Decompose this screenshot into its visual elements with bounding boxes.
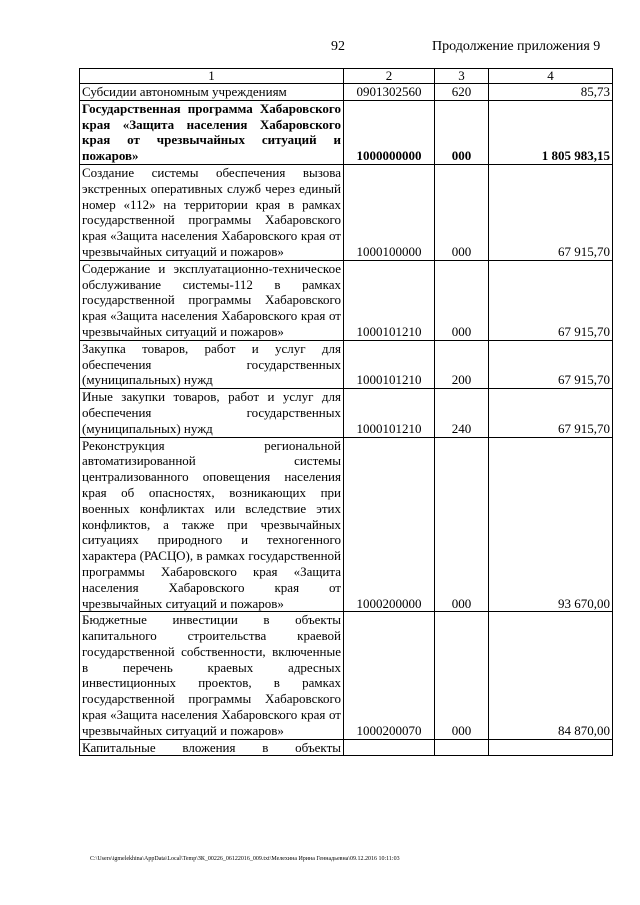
table-row [80, 739, 613, 756]
page-number: 92 [331, 39, 345, 54]
row-amount: 84 870,00 [489, 612, 613, 739]
row-target-code: 1000101210 [344, 389, 435, 437]
footer-file-path: C:\Users\igmelekhina\AppData\Local\Temp\ЗК_00226_06122016_009.txt\Мелехина Ирина Геннадьевна\09.12.2016 10:11:03 [90, 856, 400, 862]
row-expense-type: 000 [435, 260, 489, 340]
row-name: Создание системы обеспечения вызова экстренных оперативных служб через единый номер «112» на территории края в рамках государственной программы Хабаровского края «Защита населения Хабаровского края от чрезвычайных ситуаций и пожаров» [80, 164, 344, 260]
row-name: Государственная программа Хабаровского края «Защита населения Хабаровского края от чрезвычайных ситуаций и пожаров» [80, 100, 344, 164]
row-amount [489, 739, 613, 756]
table-row [80, 164, 613, 260]
row-expense-type: 000 [435, 437, 489, 612]
column-number-4: 4 [489, 69, 613, 84]
row-amount: 67 915,70 [489, 389, 613, 437]
row-name: Иные закупки товаров, работ и услуг для обеспечения государственных (муниципальных) нужд [80, 389, 344, 437]
row-name: Субсидии автономным учреждениям [80, 84, 344, 101]
row-amount: 93 670,00 [489, 437, 613, 612]
row-target-code: 1000101210 [344, 340, 435, 388]
table-row [80, 84, 613, 101]
row-amount: 1 805 983,15 [489, 100, 613, 164]
row-expense-type [435, 739, 489, 756]
appendix-continuation-title: Продолжение приложения 9 [432, 39, 601, 54]
row-expense-type: 240 [435, 389, 489, 437]
column-number-2: 2 [344, 69, 435, 84]
table-row [80, 612, 613, 739]
row-amount: 85,73 [489, 84, 613, 101]
row-target-code: 1000200000 [344, 437, 435, 612]
table-row [80, 260, 613, 340]
row-target-code [344, 739, 435, 756]
budget-table [79, 68, 613, 756]
table-row [80, 340, 613, 388]
row-expense-type: 000 [435, 100, 489, 164]
row-amount: 67 915,70 [489, 340, 613, 388]
row-expense-type: 000 [435, 164, 489, 260]
row-name: Закупка товаров, работ и услуг для обеспечения государственных (муниципальных) нужд [80, 340, 344, 388]
table-row [80, 389, 613, 437]
row-name: Реконструкция региональной автоматизированной системы централизованного оповещения населения края об опасностях, возникающих при военных конфликтах или вследствие этих конфликтов, а также при чрезвычайных ситуациях природного и техногенного характера (РАСЦО), в рамках государственной программы Хабаровского края «Защита населения Хабаровского края от чрезвычайных ситуаций и пожаров» [80, 437, 344, 612]
row-expense-type: 620 [435, 84, 489, 101]
column-number-3: 3 [435, 69, 489, 84]
row-amount: 67 915,70 [489, 260, 613, 340]
row-target-code: 1000101210 [344, 260, 435, 340]
table-row [80, 437, 613, 612]
row-target-code: 1000100000 [344, 164, 435, 260]
row-target-code: 1000000000 [344, 100, 435, 164]
row-name: Капитальные вложения в объекты [80, 739, 344, 756]
row-expense-type: 200 [435, 340, 489, 388]
row-target-code: 1000200070 [344, 612, 435, 739]
column-number-1: 1 [80, 69, 344, 84]
row-amount: 67 915,70 [489, 164, 613, 260]
table-row [80, 100, 613, 164]
row-target-code: 0901302560 [344, 84, 435, 101]
row-name: Содержание и эксплуатационно-техническое обслуживание системы-112 в рамках государственной программы Хабаровского края «Защита населения Хабаровского края от чрезвычайных ситуаций и пожаров» [80, 260, 344, 340]
column-number-row [80, 69, 613, 84]
row-expense-type: 000 [435, 612, 489, 739]
row-name: Бюджетные инвестиции в объекты капитального строительства краевой государственной собственности, включенные в перечень краевых адресных инвестиционных проектов, в рамках государственной программы Хабаровского края «Защита населения Хабаровского края от чрезвычайных ситуаций и пожаров» [80, 612, 344, 739]
